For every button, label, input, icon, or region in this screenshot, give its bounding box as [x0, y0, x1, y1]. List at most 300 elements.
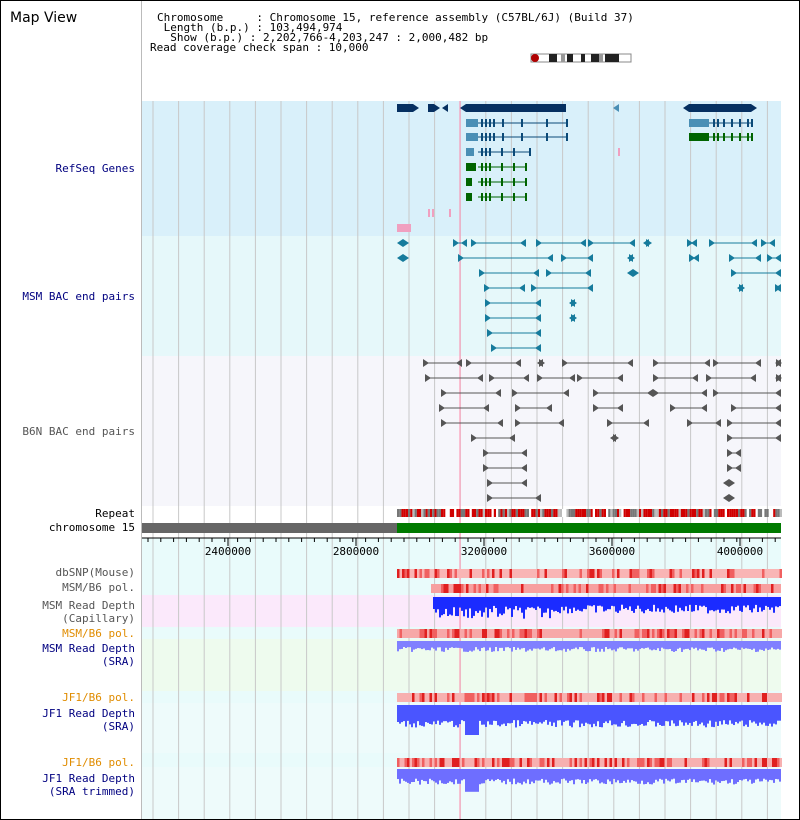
polymorphism-cell	[542, 758, 545, 767]
polymorphism-cell	[650, 569, 653, 578]
gene-exon	[501, 163, 503, 171]
polymorphism-cell	[735, 758, 738, 767]
read-depth-bar	[511, 705, 513, 723]
polymorphism-cell	[600, 629, 603, 638]
read-depth-bar	[541, 641, 543, 648]
polymorphism-cell	[525, 693, 528, 702]
read-depth-bar	[713, 705, 715, 727]
polymorphism-cell	[511, 584, 514, 593]
polymorphism-cell	[486, 584, 489, 593]
polymorphism-cell	[585, 569, 588, 578]
read-depth-bar	[543, 705, 545, 722]
polymorphism-cell	[647, 758, 650, 767]
read-depth-bar	[745, 769, 747, 779]
polymorphism-cell	[595, 758, 598, 767]
repeat-segment	[694, 509, 696, 517]
polymorphism-cell	[665, 569, 668, 578]
polymorphism-cell	[447, 569, 450, 578]
read-depth-bar	[561, 597, 563, 607]
polymorphism-cell	[707, 758, 710, 767]
repeat-segment	[452, 509, 454, 517]
polymorphism-cell	[475, 693, 478, 702]
polymorphism-cell	[577, 693, 580, 702]
polymorphism-cell	[685, 569, 688, 578]
polymorphism-cell	[430, 569, 433, 578]
polymorphism-cell	[630, 758, 633, 767]
polymorphism-cell	[721, 584, 724, 593]
polymorphism-cell	[427, 569, 430, 578]
polymorphism-cell	[555, 693, 558, 702]
read-depth-bar	[671, 705, 673, 720]
read-depth-bar	[637, 705, 639, 726]
track-label-jf1-b6-pol[interactable]: JF1/B6 pol.	[62, 691, 135, 704]
read-depth-bar	[675, 705, 677, 726]
gene-exon	[566, 119, 568, 127]
read-depth-bar	[527, 705, 529, 724]
gene-exon	[751, 119, 753, 127]
gene-exon	[739, 133, 741, 141]
read-depth-bar	[565, 641, 567, 652]
repeat-segment	[685, 509, 687, 517]
read-depth-bar	[441, 641, 443, 651]
read-depth-bar	[655, 597, 657, 611]
read-depth-bar	[739, 705, 741, 722]
read-depth-bar	[631, 769, 633, 780]
read-depth-bar	[499, 705, 501, 726]
polymorphism-cell	[500, 758, 503, 767]
polymorphism-cell	[540, 758, 543, 767]
read-depth-bar	[657, 597, 659, 608]
polymorphism-cell	[737, 758, 740, 767]
polymorphism-cell	[460, 629, 463, 638]
track-label-jf1-depth-trim[interactable]: JF1 Read Depth (SRA trimmed)	[42, 772, 135, 798]
polymorphism-cell	[412, 693, 415, 702]
read-depth-bar	[697, 641, 699, 650]
read-depth-bar	[465, 641, 467, 652]
read-depth-bar	[615, 769, 617, 782]
track-label-msm-depth-sra[interactable]: MSM Read Depth (SRA)	[42, 642, 135, 668]
repeat-segment	[547, 509, 549, 517]
polymorphism-cell	[590, 758, 593, 767]
read-depth-bar	[629, 641, 631, 648]
polymorphism-cell	[410, 569, 413, 578]
polymorphism-cell	[437, 569, 440, 578]
polymorphism-cell	[682, 758, 685, 767]
polymorphism-cell	[412, 629, 415, 638]
track-label-msm-b6-pol-sra[interactable]: MSM/B6 pol.	[62, 627, 135, 640]
repeat-segment	[511, 509, 513, 517]
read-depth-bar	[771, 705, 773, 727]
read-depth-bar	[711, 597, 713, 610]
read-depth-bar	[753, 641, 755, 649]
read-depth-bar	[533, 769, 535, 783]
read-depth-bar	[595, 597, 597, 612]
read-depth-bar	[703, 705, 705, 726]
polymorphism-cell	[430, 758, 433, 767]
read-depth-bar	[735, 705, 737, 722]
polymorphism-cell	[507, 569, 510, 578]
polymorphism-cell	[602, 629, 605, 638]
read-depth-bar	[735, 769, 737, 784]
read-depth-bar	[437, 641, 439, 647]
read-depth-bar	[609, 597, 611, 609]
repeat-segment	[467, 509, 469, 517]
polymorphism-cell	[457, 629, 460, 638]
gene-exon	[525, 193, 527, 201]
read-depth-bar	[777, 769, 779, 779]
polymorphism-cell	[752, 758, 755, 767]
repeat-segment	[637, 509, 639, 517]
read-depth-bar	[551, 705, 553, 726]
read-depth-bar	[525, 705, 527, 722]
repeat-segment	[582, 509, 584, 517]
read-depth-bar	[451, 597, 453, 615]
polymorphism-cell	[647, 693, 650, 702]
read-depth-bar	[645, 769, 647, 784]
polymorphism-cell	[602, 693, 605, 702]
polymorphism-cell	[555, 629, 558, 638]
read-depth-bar	[509, 597, 511, 608]
track-label-msm-bac[interactable]: MSM BAC end pairs	[22, 290, 135, 303]
gene-exon	[489, 178, 491, 186]
track-label-chromosome[interactable]: chromosome 15	[48, 521, 135, 534]
polymorphism-cell	[607, 758, 610, 767]
polymorphism-cell	[545, 693, 548, 702]
read-depth-bar	[609, 641, 611, 649]
track-label-refseq[interactable]: RefSeq Genes	[55, 162, 135, 175]
polymorphism-cell	[610, 629, 613, 638]
read-depth-bar	[775, 597, 777, 606]
polymorphism-cell	[696, 584, 699, 593]
repeat-segment	[679, 509, 681, 517]
polymorphism-cell	[714, 584, 717, 593]
read-depth-bar	[609, 705, 611, 721]
read-depth-bar	[769, 705, 771, 724]
read-depth-bar	[497, 769, 499, 779]
read-depth-bar	[467, 641, 469, 652]
polymorphism-cell	[702, 693, 705, 702]
read-depth-bar	[755, 705, 757, 724]
polymorphism-cell	[492, 693, 495, 702]
repeat-segment	[610, 509, 612, 517]
read-depth-bar	[627, 769, 629, 780]
gene-exon	[751, 133, 753, 141]
read-depth-bar	[717, 769, 719, 782]
polymorphism-cell	[710, 569, 713, 578]
read-depth-bar	[695, 641, 697, 648]
polymorphism-cell	[425, 569, 428, 578]
polymorphism-cell	[497, 569, 500, 578]
read-depth-bar	[439, 769, 441, 780]
read-depth-bar	[735, 641, 737, 648]
polymorphism-cell	[632, 758, 635, 767]
polymorphism-cell	[477, 693, 480, 702]
read-depth-bar	[687, 641, 689, 649]
read-depth-bar	[673, 705, 675, 723]
polymorphism-cell	[631, 584, 634, 593]
polymorphism-cell	[615, 569, 618, 578]
polymorphism-cell	[746, 584, 749, 593]
read-depth-bar	[635, 705, 637, 724]
read-depth-bar	[741, 769, 743, 780]
track-label-repeat[interactable]: Repeat	[95, 507, 135, 520]
read-depth-bar	[693, 641, 695, 649]
polymorphism-cell	[559, 584, 562, 593]
polymorphism-cell	[734, 584, 737, 593]
repeat-segment	[646, 509, 648, 517]
polymorphism-cell	[636, 584, 639, 593]
read-depth-bar	[445, 705, 447, 721]
polymorphism-cell	[472, 693, 475, 702]
polymorphism-cell	[540, 693, 543, 702]
track-label-msm-depth-cap[interactable]: MSM Read Depth (Capillary)	[42, 599, 135, 625]
read-depth-bar	[743, 641, 745, 649]
read-depth-bar	[579, 769, 581, 780]
read-depth-bar	[575, 597, 577, 611]
read-depth-bar	[717, 705, 719, 726]
track-label-msm-b6-pol-cap[interactable]: MSM/B6 pol.	[62, 581, 135, 594]
polymorphism-cell	[547, 569, 550, 578]
polymorphism-cell	[646, 584, 649, 593]
polymorphism-cell	[481, 584, 484, 593]
read-depth-bar	[737, 641, 739, 650]
polymorphism-cell	[674, 584, 677, 593]
read-depth-bar	[579, 641, 581, 647]
read-depth-bar	[597, 705, 599, 721]
polymorphism-cell	[437, 693, 440, 702]
polymorphism-cell	[739, 584, 742, 593]
polymorphism-cell	[760, 758, 763, 767]
polymorphism-cell	[737, 569, 740, 578]
polymorphism-cell	[585, 693, 588, 702]
polymorphism-cell	[755, 629, 758, 638]
gene-block	[432, 209, 434, 217]
read-depth-bar	[441, 769, 443, 783]
read-depth-bar	[641, 769, 643, 781]
repeat-segment	[718, 509, 720, 517]
polymorphism-cell	[512, 569, 515, 578]
polymorphism-cell	[587, 758, 590, 767]
repeat-segment	[410, 509, 412, 517]
polymorphism-cell	[742, 758, 745, 767]
read-depth-bar	[663, 769, 665, 784]
track-label-jf1-depth-sra[interactable]: JF1 Read Depth (SRA)	[42, 707, 135, 733]
read-depth-bar	[601, 641, 603, 649]
read-depth-bar	[483, 705, 485, 725]
polymorphism-cell	[565, 758, 568, 767]
repeat-segment	[417, 509, 419, 517]
polymorphism-cell	[727, 693, 730, 702]
polymorphism-cell	[760, 693, 763, 702]
read-depth-bar	[567, 597, 569, 613]
polymorphism-cell	[415, 569, 418, 578]
polymorphism-cell	[427, 629, 430, 638]
polymorphism-cell	[497, 758, 500, 767]
polymorphism-cell	[504, 584, 507, 593]
polymorphism-cell	[440, 693, 443, 702]
repeat-segment	[575, 509, 577, 517]
polymorphism-cell	[737, 693, 740, 702]
read-depth-bar	[615, 705, 617, 725]
read-depth-bar	[563, 705, 565, 722]
repeat-segment	[445, 509, 447, 517]
polymorphism-cell	[776, 584, 779, 593]
polymorphism-cell	[637, 629, 640, 638]
read-depth-bar	[591, 705, 593, 727]
read-depth-bar	[611, 641, 613, 650]
polymorphism-cell	[446, 584, 449, 593]
polymorphism-cell	[602, 569, 605, 578]
repeat-segment	[628, 509, 630, 517]
polymorphism-cell	[497, 693, 500, 702]
gene-exon	[717, 133, 719, 141]
read-depth-bar	[583, 705, 585, 726]
repeat-segment	[415, 509, 417, 517]
track-label-dbsnp[interactable]: dbSNP(Mouse)	[55, 566, 135, 579]
read-depth-bar	[623, 705, 625, 721]
ideogram-centromere	[531, 54, 539, 62]
polymorphism-cell	[577, 629, 580, 638]
read-depth-bar	[479, 597, 481, 611]
read-depth-bar	[399, 769, 401, 784]
read-depth-bar	[693, 769, 695, 779]
repeat-segment	[703, 509, 705, 517]
gene-exon	[489, 148, 491, 156]
polymorphism-cell	[442, 629, 445, 638]
repeat-segment	[573, 509, 575, 517]
polymorphism-cell	[572, 693, 575, 702]
polymorphism-cell	[502, 758, 505, 767]
read-depth-bar	[627, 705, 629, 727]
repeat-segment	[764, 509, 766, 517]
repeat-segment	[725, 509, 727, 517]
polymorphism-cell	[527, 569, 530, 578]
polymorphism-cell	[742, 629, 745, 638]
repeat-segment	[716, 509, 718, 517]
read-depth-bar	[763, 641, 765, 651]
read-depth-bar	[483, 769, 485, 783]
polymorphism-cell	[590, 693, 593, 702]
polymorphism-cell	[465, 758, 468, 767]
polymorphism-cell	[444, 584, 447, 593]
read-depth-bar	[439, 597, 441, 617]
read-depth-bar	[531, 769, 533, 782]
polymorphism-cell	[436, 584, 439, 593]
track-label-jf1-b6-pol-trim[interactable]: JF1/B6 pol.	[62, 756, 135, 769]
read-depth-bar	[491, 597, 493, 612]
polymorphism-cell	[645, 569, 648, 578]
read-depth-bar	[617, 641, 619, 649]
read-depth-bar	[429, 769, 431, 779]
polymorphism-cell	[620, 629, 623, 638]
polymorphism-cell	[580, 629, 583, 638]
read-depth-bar	[449, 769, 451, 781]
polymorphism-cell	[747, 758, 750, 767]
read-depth-bar	[599, 641, 601, 652]
read-depth-bar	[563, 769, 565, 779]
repeat-segment	[443, 509, 445, 517]
polymorphism-cell	[592, 569, 595, 578]
read-depth-bar	[729, 769, 731, 783]
polymorphism-cell	[505, 758, 508, 767]
ideogram-band	[599, 54, 603, 62]
read-depth-bar	[601, 597, 603, 607]
polymorphism-cell	[717, 693, 720, 702]
read-depth-bar	[779, 705, 781, 721]
polymorphism-cell	[605, 569, 608, 578]
polymorphism-cell	[639, 584, 642, 593]
read-depth-bar	[697, 597, 699, 610]
polymorphism-cell	[717, 758, 720, 767]
polymorphism-cell	[590, 569, 593, 578]
read-depth-bar	[433, 641, 435, 649]
repeat-segment	[734, 509, 736, 517]
polymorphism-cell	[527, 693, 530, 702]
polymorphism-cell	[540, 629, 543, 638]
read-depth-bar	[529, 597, 531, 608]
polymorphism-cell	[692, 569, 695, 578]
polymorphism-cell	[487, 629, 490, 638]
read-depth-bar	[687, 705, 689, 725]
read-depth-bar	[497, 597, 499, 617]
polymorphism-cell	[417, 569, 420, 578]
polymorphism-cell	[607, 693, 610, 702]
track-label-b6n-bac[interactable]: B6N BAC end pairs	[22, 425, 135, 438]
gene-exon	[566, 133, 568, 141]
polymorphism-cell	[756, 584, 759, 593]
read-depth-bar	[699, 597, 701, 606]
polymorphism-cell	[507, 629, 510, 638]
polymorphism-cell	[662, 629, 665, 638]
read-depth-bar	[411, 769, 413, 782]
read-depth-bar	[733, 641, 735, 648]
polymorphism-cell	[715, 629, 718, 638]
polymorphism-cell	[617, 629, 620, 638]
read-depth-bar	[627, 597, 629, 610]
gene-exon	[485, 119, 487, 127]
repeat-segment	[778, 509, 780, 517]
polymorphism-cell	[562, 569, 565, 578]
read-depth-bar	[487, 641, 489, 650]
read-depth-bar	[557, 597, 559, 612]
polymorphism-cell	[697, 693, 700, 702]
read-depth-bar	[577, 769, 579, 779]
repeat-segment	[762, 509, 764, 517]
read-depth-bar	[779, 769, 781, 782]
read-depth-bar	[469, 641, 471, 651]
polymorphism-cell	[725, 693, 728, 702]
read-depth-bar	[695, 769, 697, 782]
read-depth-bar	[667, 769, 669, 781]
polymorphism-cell	[527, 629, 530, 638]
read-depth-bar	[635, 769, 637, 782]
read-depth-bar	[553, 597, 555, 611]
polymorphism-cell	[752, 629, 755, 638]
read-depth-bar	[585, 597, 587, 609]
polymorphism-cell	[655, 629, 658, 638]
read-depth-bar	[685, 641, 687, 649]
read-depth-bar	[685, 705, 687, 723]
read-depth-bar	[559, 641, 561, 650]
gene-exon	[723, 133, 725, 141]
polymorphism-cell	[585, 758, 588, 767]
read-depth-bar	[557, 705, 559, 720]
read-depth-bar	[681, 705, 683, 722]
read-depth-bar	[425, 705, 427, 722]
read-depth-bar	[657, 769, 659, 781]
polymorphism-cell	[545, 758, 548, 767]
polymorphism-cell	[510, 758, 513, 767]
